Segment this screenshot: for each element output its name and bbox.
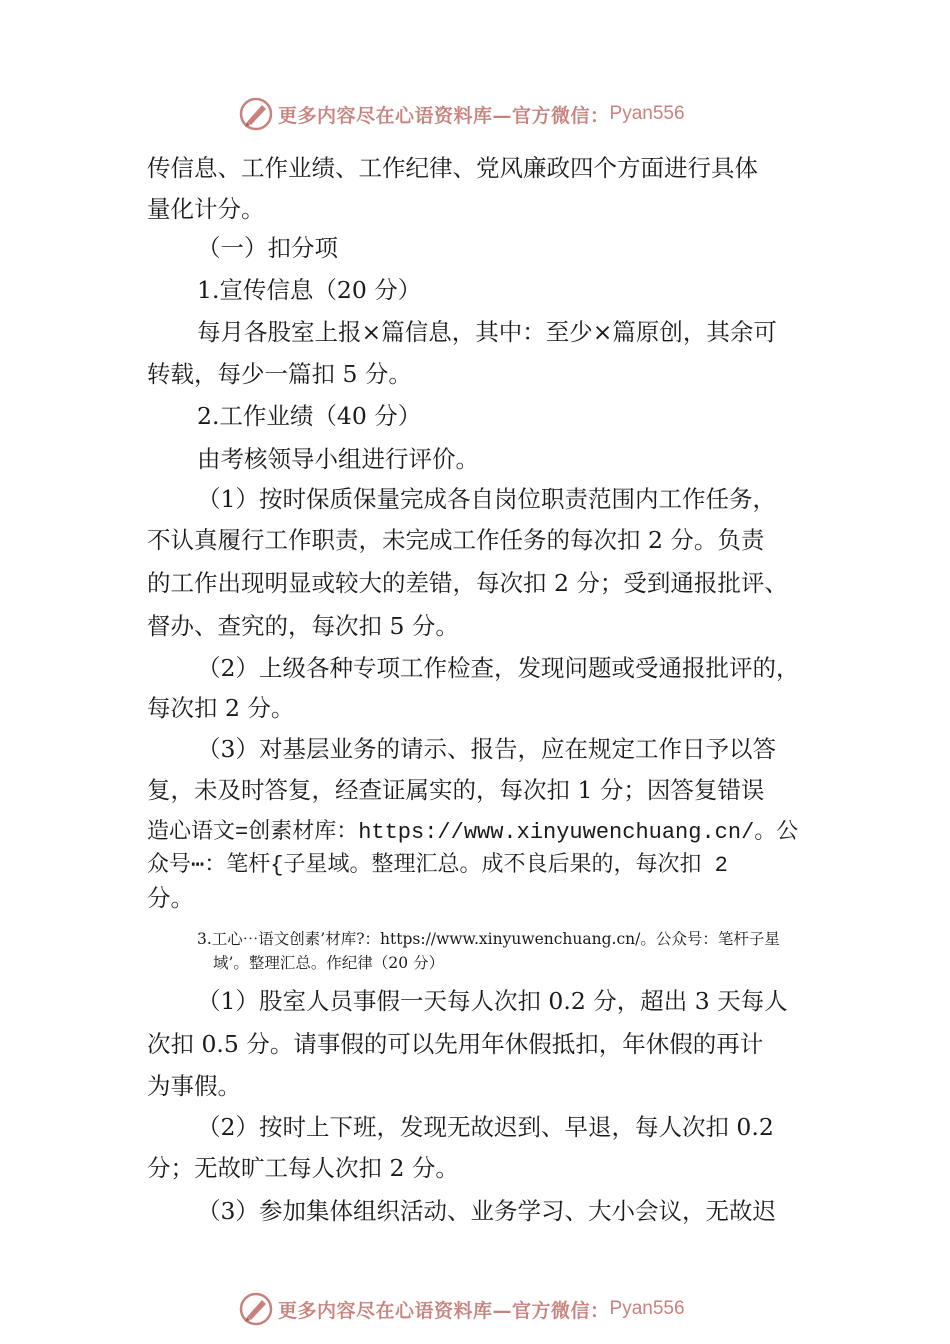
- banner-title: 更多内容尽在心语资料库—官方微信：: [278, 1299, 610, 1322]
- item2-p2-line-1: （2）上级各种专项工作检查，发现问题或受通报批评的，: [197, 654, 800, 682]
- item2-p3-line-2: 复，未及时答复，经查证属实的，每次扣 1 分；因答复错误: [147, 776, 765, 804]
- item3-p1-line-3: 为事假。: [147, 1072, 241, 1100]
- item2-intro: 由考核领导小组进行评价。: [197, 445, 479, 473]
- pen-logo-icon: [238, 96, 274, 132]
- section-heading: （一）扣分项: [197, 234, 338, 262]
- item2-p3-line-5: 分。: [147, 884, 194, 912]
- item2-p1-line-2: 不认真履行工作职责，未完成工作任务的每次扣 2 分。负责: [147, 526, 765, 554]
- item2-p3-line-4: 众号⋯：笔杆{子星域。整理汇总。成不良后果的，每次扣 2: [147, 853, 728, 878]
- banner-wechat-id: Pyan556: [609, 1298, 685, 1319]
- item3-p3-line-1: （3）参加集体组织活动、业务学习、大小会议，无故迟: [197, 1197, 776, 1225]
- item1-line-1: 每月各股室上报×篇信息，其中：至少×篇原创，其余可: [197, 318, 777, 346]
- item3-p1-line-1: （1）股室人员事假一天每人次扣 0.2 分，超出 3 天每人: [197, 987, 788, 1015]
- item2-p3-line-1: （3）对基层业务的请示、报告，应在规定工作日予以答: [197, 735, 776, 763]
- footer-banner: [238, 1289, 685, 1329]
- banner-wechat-id: Pyan556: [609, 103, 685, 124]
- header-banner: [238, 94, 685, 134]
- item2-p1-line-4: 督办、查究的，每次扣 5 分。: [147, 612, 459, 640]
- banner-title: 更多内容尽在心语资料库—官方微信：: [278, 104, 610, 127]
- item3-p2-line-2: 分；无故旷工每人次扣 2 分。: [147, 1154, 459, 1182]
- item2-title: 2.工作业绩（40 分）: [197, 402, 422, 430]
- item3-p2-line-1: （2）按时上下班，发现无故迟到、早退，每人次扣 0.2: [197, 1113, 774, 1141]
- intro-line-1: 传信息、工作业绩、工作纪律、党风廉政四个方面进行具体: [147, 154, 758, 182]
- item2-p1-line-3: 的工作出现明显或较大的差错，每次扣 2 分；受到通报批评、: [147, 569, 788, 597]
- item3-title-line-1: 3.工心⋯语文创素’材库?：https://www.xinyuwenchuang.cn/。公众号：笔杆子星: [197, 930, 780, 948]
- item1-title: 1.宣传信息（20 分）: [197, 276, 422, 304]
- item2-p1-line-1: （1）按时保质保量完成各自岗位职责范围内工作任务，: [197, 485, 776, 513]
- item2-p2-line-2: 每次扣 2 分。: [147, 694, 295, 722]
- item3-p1-line-2: 次扣 0.5 分。请事假的可以先用年休假抵扣，年休假的再计: [147, 1030, 764, 1058]
- item3-title-line-2: 域’。整理汇总。作纪律（20 分）: [213, 954, 445, 972]
- pen-logo-icon: [238, 1291, 274, 1327]
- intro-line-2: 量化计分。: [147, 195, 265, 223]
- item2-p3-line-3: 造心语文=创素材库：https://www.xinyuwenchuang.cn/。公: [147, 820, 799, 845]
- item1-line-2: 转载，每少一篇扣 5 分。: [147, 360, 412, 388]
